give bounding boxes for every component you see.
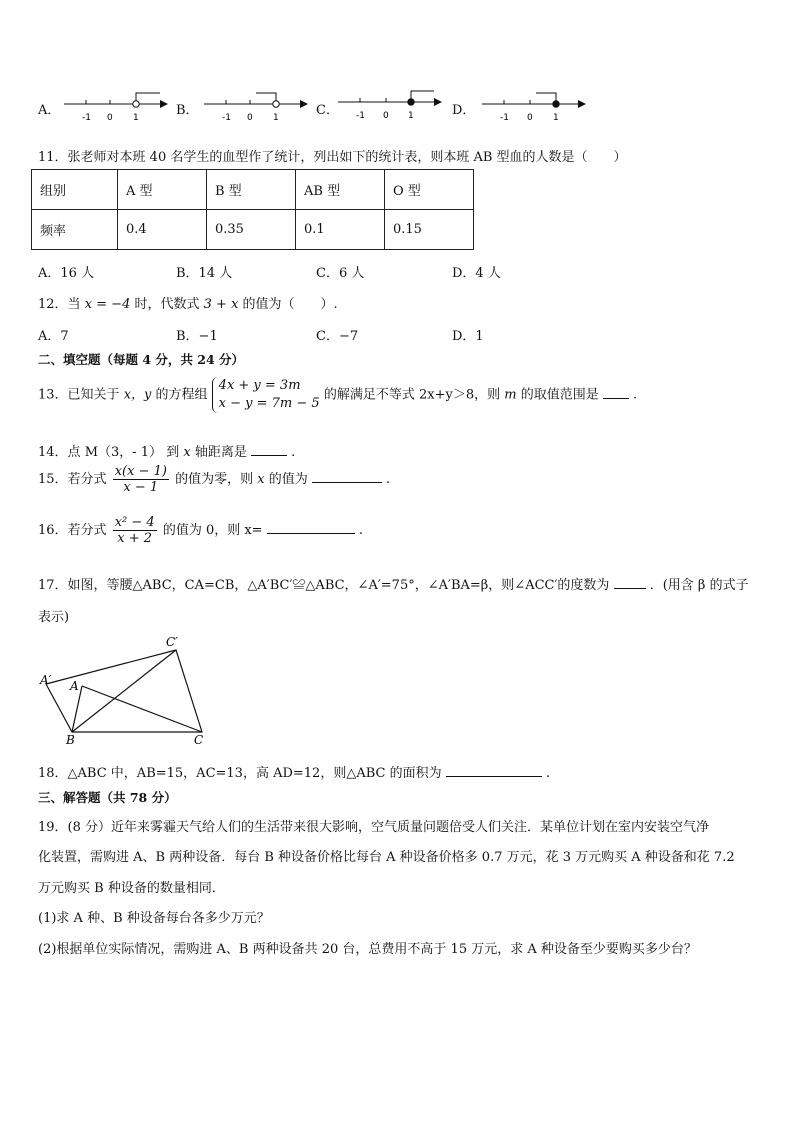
q11-option-c: C．6 人 — [316, 266, 365, 281]
q12-option-a: A．7 — [38, 329, 69, 344]
q12-suffix: 的值为（ ）. — [242, 297, 338, 312]
q11-option-d: D．4 人 — [452, 266, 501, 281]
label-a-prime: A′ — [40, 673, 52, 687]
table-header-cell: O 型 — [385, 170, 474, 210]
q14-axis: x — [183, 445, 191, 460]
q10-option-a-number-line — [60, 88, 170, 124]
table-header-cell: B 型 — [207, 170, 296, 210]
label-c-prime: C′ — [166, 635, 178, 649]
q13-eq2: x − y = 7m − 5 — [218, 396, 320, 411]
q16-suffix: 的值为 0，则 x= — [162, 523, 263, 538]
q12-expr: x = −4 — [84, 297, 131, 312]
q10-d-tick-0: 0 — [527, 113, 533, 123]
q10-b-tick-1: 1 — [273, 113, 279, 123]
table-cell: 0.35 — [207, 210, 296, 250]
q17-line2: 表示) — [38, 610, 70, 625]
q10-option-b-label: B． — [176, 103, 199, 118]
q17-triangle-figure — [36, 630, 216, 748]
q15-stem — [38, 464, 390, 495]
q13-mid2: 的解满足不等式 2x+y＞8，则 — [323, 387, 501, 403]
q13-eq1: 4x + y = 3m — [218, 378, 301, 393]
q15-prefix: 15．若分式 — [38, 472, 107, 487]
q13-prefix: 13．已知关于 — [38, 387, 120, 403]
q17-text: 17．如图，等腰△ABC，CA=CB，△A′BC′≌△ABC，∠A′=75°，∠A′BA=β，则∠ACC′的度数为 — [38, 578, 610, 593]
q14-answer-blank[interactable] — [251, 443, 287, 456]
q14-stem — [38, 441, 295, 460]
q10-a-tick-1: 1 — [133, 113, 139, 123]
q14-point: M（3，- 1） — [84, 445, 163, 460]
section-3-heading: 三、解答题（共 78 分） — [38, 790, 177, 805]
q18-end: . — [545, 766, 551, 781]
q12-prefix: 12．当 — [38, 297, 81, 312]
q10-a-tick-0: 0 — [107, 113, 113, 123]
q15-fraction — [113, 464, 169, 495]
section-2-heading: 二、填空题（每题 4 分，共 24 分） — [38, 352, 245, 367]
q12-option-c: C．−7 — [316, 329, 359, 344]
q14-end: . — [291, 445, 296, 460]
q14-mid: 到 — [166, 445, 180, 460]
table-row — [32, 210, 474, 250]
q13-stem — [38, 377, 637, 413]
q13-vars: x，y — [123, 387, 152, 403]
q10-d-tick-1: 1 — [553, 113, 559, 123]
q15-suffix: 的值为 — [268, 472, 308, 487]
q10-b-tick-0: 0 — [247, 113, 253, 123]
q15-mid: 的值为零，则 — [175, 472, 254, 487]
table-header-cell: AB 型 — [296, 170, 385, 210]
q13-suffix: 的取值范围是 — [520, 387, 599, 403]
q10-c-tick-1: 1 — [408, 111, 414, 121]
q16-answer-blank[interactable] — [267, 521, 355, 534]
q13-m: m — [504, 387, 517, 403]
blood-type-table — [31, 169, 474, 250]
q18-stem — [38, 762, 550, 781]
q19-part1: (1)求 A 种、B 种设备每台各多少万元？ — [38, 911, 270, 926]
q19-part2: (2)根据单位实际情况，需购进 A、B 两种设备共 20 台，总费用不高于 15 万元，求 A 种设备至少要购买多少台？ — [38, 942, 697, 957]
q15-denominator: x − 1 — [123, 480, 159, 495]
table-row — [32, 170, 474, 210]
q10-option-b-number-line — [200, 88, 310, 124]
q19-line2: 化装置，需购进 A、B 两种设备．每台 B 种设备价格比每台 A 种设备价格多 0.7 万元，花 3 万元购买 A 种设备和花 7.2 — [38, 850, 735, 865]
q14-prefix: 14．点 — [38, 445, 81, 460]
q19-line3: 万元购买 B 种设备的数量相同． — [38, 881, 225, 896]
q18-answer-blank[interactable] — [446, 764, 542, 777]
q10-a-tick-neg1: -1 — [82, 113, 91, 123]
q12-option-d: D．1 — [452, 329, 484, 344]
q15-end: . — [386, 472, 391, 487]
q10-c-tick-neg1: -1 — [356, 111, 365, 121]
table-cell: 0.15 — [385, 210, 474, 250]
q13-answer-blank[interactable] — [603, 386, 629, 399]
q15-numerator: x(x − 1) — [114, 464, 167, 479]
q13-end: . — [633, 387, 638, 403]
q10-option-c-number-line — [336, 86, 446, 122]
q10-c-tick-0: 0 — [383, 111, 389, 121]
q12-option-b: B．−1 — [176, 329, 218, 344]
q17-answer-blank[interactable] — [614, 576, 646, 589]
q10-b-tick-neg1: -1 — [222, 113, 231, 123]
q15-var: x — [257, 472, 265, 487]
table-cell: 0.4 — [118, 210, 207, 250]
q11-option-b: B．14 人 — [176, 266, 233, 281]
q12-stem — [38, 293, 338, 312]
label-c: C — [194, 733, 204, 747]
q10-d-tick-neg1: -1 — [500, 113, 509, 123]
table-cell: 0.1 — [296, 210, 385, 250]
q14-suffix: 轴距离是 — [194, 445, 247, 460]
q16-numerator: x² − 4 — [114, 515, 155, 530]
label-a: A — [70, 679, 79, 693]
q11-option-a: A．16 人 — [38, 266, 95, 281]
q11-stem: 11．张老师对本班 40 名学生的血型作了统计，列出如下的统计表，则本班 AB 型血的人数是（ ） — [38, 150, 627, 165]
q13-mid: 的方程组 — [155, 387, 208, 403]
table-header-cell: A 型 — [118, 170, 207, 210]
q18-text: 18．△ABC 中，AB=15，AC=13，高 AD=12，则△ABC 的面积为 — [38, 766, 442, 781]
q13-equation-system — [212, 377, 320, 413]
label-b: B — [66, 733, 75, 747]
q19-line1: 19．(8 分）近年来雾霾天气给人们的生活带来很大影响，空气质量问题倍受人们关注．某单位计划在室内安装空气净 — [38, 820, 710, 835]
q16-prefix: 16．若分式 — [38, 523, 107, 538]
q10-option-d-number-line — [478, 88, 590, 124]
q16-stem — [38, 515, 363, 546]
q16-end: . — [358, 523, 363, 538]
q12-mid: 时，代数式 — [134, 297, 200, 312]
q15-answer-blank[interactable] — [312, 470, 382, 483]
q17-line1 — [38, 574, 749, 593]
q10-option-d-label: D． — [452, 103, 476, 118]
q16-fraction — [113, 515, 157, 546]
table-cell: 频率 — [32, 210, 118, 250]
table-header-cell: 组别 — [32, 170, 118, 210]
q10-option-c-label: C． — [316, 103, 339, 118]
q17-text-end: ．(用含 β 的式子 — [649, 578, 749, 593]
q16-denominator: x + 2 — [117, 531, 153, 546]
q10-option-a-label: A． — [38, 103, 61, 118]
q12-expr2: 3 + x — [203, 297, 239, 312]
